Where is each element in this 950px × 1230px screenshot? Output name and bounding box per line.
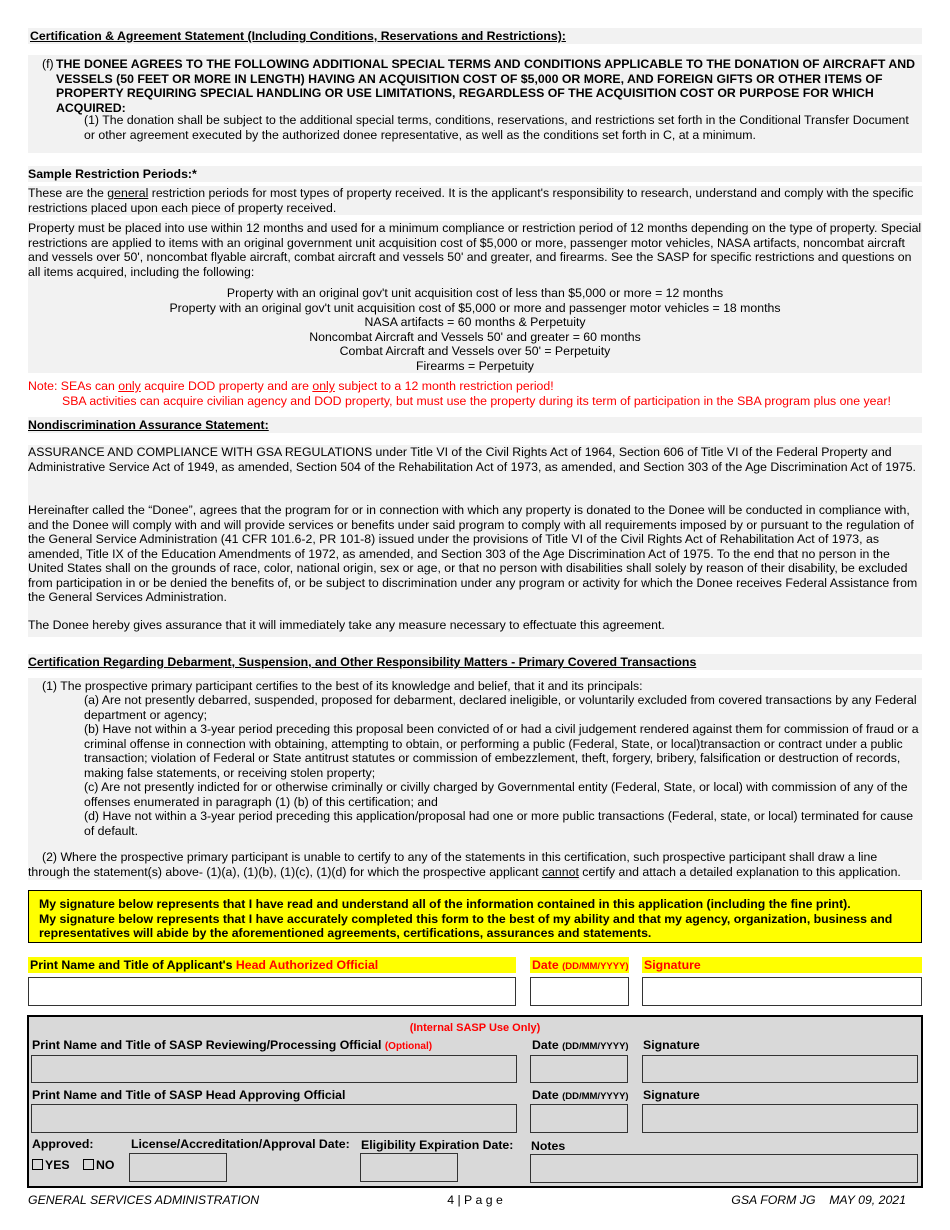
eligibility-label: Eligibility Expiration Date: (361, 1138, 514, 1152)
debar-i2-a: (2) Where the prospective primary participant is unable to certify to any of the statements in this certification, such prospective participant shall draw a line through the statement(s) above- (1)(a), (1)(b), (1)(c), (1)(d) for which the prospective applicant (28, 850, 878, 879)
review-date-text: Date (532, 1038, 559, 1052)
restriction-intro-a: These are the (28, 186, 108, 200)
head-label: Print Name and Title of SASP Head Approving Official (32, 1088, 346, 1102)
restriction-intro-text (28, 186, 922, 215)
restriction-heading-row (28, 166, 922, 182)
restriction-note-sea (28, 379, 922, 394)
notice-line1: My signature below represents that I have read and understand all of the information contained in this application (including the fine print). (39, 897, 851, 911)
nondisc-p1: ASSURANCE AND COMPLIANCE WITH GSA REGULATIONS under Title VI of the Civil Rights Act of 1964, Section 606 of Title VI of the Federal Property and Administrative Service Act of 1949, as amended, Section 504 of the Rehabilitation Act of 1973, as amended, and Section 303 of the Age Discrimination Act of 1975. (28, 445, 916, 474)
signature-notice (28, 890, 922, 943)
cert-f-label: (f) (42, 57, 54, 71)
debar-i2-cannot: cannot (541, 864, 579, 879)
restriction-periods-list (28, 286, 922, 373)
approved-yes[interactable] (32, 1158, 70, 1172)
debar-a: (a) Are not presently debarred, suspended, proposed for debarment, declared ineligible, or voluntarily excluded from covered transactions by any Federal department or agency; (84, 693, 917, 722)
review-date-format: (DD/MM/YYYY) (562, 1041, 629, 1052)
applicant-sig-label: Signature (644, 958, 701, 972)
cert-f1-text: (1) The donation shall be subject to the additional special terms, conditions, reservations, and restrictions set forth in the Conditional Transfer Document or other agreement executed by the authorized donee representative, as well as the conditions set forth in C, at a minimum. (84, 113, 909, 142)
cert-heading: Certification & Agreement Statement (Including Conditions, Reservations and Restrictions): (30, 29, 566, 43)
restriction-intro-general: general (107, 186, 149, 200)
restriction-period: Property with an original gov't unit acquisition cost of $5,000 or more and passenger motor vehicles = 18 months (169, 300, 781, 315)
note1-only-1: only (118, 379, 141, 393)
restriction-heading: Sample Restriction Periods:* (28, 167, 197, 181)
restriction-note-sba: SBA activities can acquire civilian agency and DOD property, but must use the property during its term of participation in the SBA program plus one year! (62, 393, 891, 408)
nondisc-p3: The Donee hereby gives assurance that it will immediately take any measure necessary to effectuate this agreement. (28, 618, 665, 632)
restriction-body: Property must be placed into use within 12 months and used for a minimum compliance or restriction period of 12 months depending on the type of property. Special restrictions are applied to items with an original government unit acquisition cost of $5,000 or more, passenger motor vehicles, NASA artifacts, noncombat aircraft and vessels over 50', noncombat flyable aircraft, combat aircraft and vessels 50' and greater, and firearms. See the SASP for specific restrictions and questions on all items acquired, including the following: (28, 221, 922, 279)
review-label (32, 1038, 432, 1055)
applicant-name-field[interactable] (28, 977, 516, 1006)
applicant-name-label-row (28, 957, 516, 973)
review-sig-label: Signature (643, 1038, 700, 1052)
head-signature-field[interactable] (642, 1104, 918, 1133)
review-date-field[interactable] (530, 1055, 628, 1083)
footer-left: GENERAL SERVICES ADMINISTRATION (28, 1193, 260, 1207)
note1-only-2: only (312, 379, 335, 393)
nondisc-p2: Hereinafter called the “Donee”, agrees that the program for or in connection with which any property is donated to the Donee will be conducted in compliance with, and the Donee will comply with and will provide services or benefits under said program to comply with all requirements imposed by or pursuant to the regulation of the General Service Administration (41 CFR 101.6-2, PR 101-8) issued under the provisions of Title VI of the Civil Rights Act of Rehabilitation Act of 1973, as amended, Title IX of the Education Amendments of 1972, as amended, and Section 303 of the Age Discrimination Act of 1975. To the end that no person in the United States shall on the grounds of race, color, national origin, sex or age, or that no person with disabilities shall solely by reason of their disability, be excluded from participation in or be denied the benefits of, or be subject to discrimination under any program or activity for which the Donee receives Federal Assistance from the General Services Administration. (28, 503, 918, 604)
internal-title: (Internal SASP Use Only) (409, 1022, 541, 1034)
restriction-period: NASA artifacts = 60 months & Perpetuity (364, 315, 586, 329)
restriction-period: Property with an original gov't unit acquisition cost of less than $5,000 or more = 12 months (226, 286, 724, 300)
head-date-text: Date (532, 1088, 559, 1102)
note1-c: subject to a 12 month restriction period! (334, 379, 554, 393)
applicant-name-label-red: Head Authorized Official (235, 958, 379, 972)
notes-label: Notes (531, 1139, 566, 1153)
debar-heading-row (28, 654, 922, 670)
footer-page-number: 4 | P a g e (447, 1193, 503, 1207)
license-label: License/Accreditation/Approval Date: (131, 1137, 350, 1151)
debar-d: (d) Have not within a 3-year period preceding this application/proposal had one or more public transactions (Federal, state, or local) terminated for cause of default. (84, 809, 914, 838)
head-sig-label: Signature (643, 1088, 700, 1102)
head-date-format: (DD/MM/YYYY) (562, 1091, 629, 1102)
notice-line2: My signature below represents that I have accurately completed this form to the best of my ability and that my agency, organization, business and representatives will abide by the aforementioned agreements, certifications, assurances and statements. (39, 911, 893, 940)
restriction-period: Noncombat Aircraft and Vessels 50' and greater = 60 months (309, 329, 641, 344)
applicant-date-label (532, 958, 629, 975)
eligibility-date-field[interactable] (360, 1153, 458, 1182)
review-name-field[interactable] (31, 1055, 517, 1083)
nondisc-body (28, 445, 922, 637)
head-date-field[interactable] (530, 1104, 628, 1133)
restriction-period: Firearms = Perpetuity (416, 358, 534, 373)
yes-checkbox[interactable] (32, 1159, 43, 1170)
notes-field[interactable] (530, 1154, 918, 1183)
review-date-label (532, 1038, 629, 1055)
applicant-date-format: (DD/MM/YYYY) (562, 961, 629, 972)
applicant-signature-field[interactable] (642, 977, 922, 1006)
debar-i1: (1) The prospective primary participant certifies to the best of its knowledge and belief, that it and its principals: (42, 679, 643, 693)
footer-right: GSA FORM JG MAY 09, 2021 (731, 1193, 906, 1207)
review-signature-field[interactable] (642, 1055, 918, 1083)
review-optional: (Optional) (384, 1041, 433, 1052)
no-checkbox[interactable] (83, 1159, 94, 1170)
debar-body (28, 678, 922, 880)
applicant-date-label-row (530, 957, 629, 973)
debar-b: (b) Have not within a 3-year period preceding this proposal been convicted of or had a civil judgement rendered against them for commission of fraud or a criminal offense in connection with obtaining, attempting to obtain, or performing a public (Federal, State, or local)transaction or contract under a public transaction; violation of Federal or State antitrust statutes or commission of embezzlement, theft, forgery, bribery, falsification or destruction of records, making false statements, or receiving stolen property; (84, 722, 919, 780)
approved-options (32, 1158, 114, 1173)
restriction-intro (28, 186, 922, 215)
note1-a: Note: SEAs can (28, 379, 119, 393)
applicant-name-label-text: Print Name and Title of Applicant's (30, 958, 236, 972)
applicant-sig-label-row (642, 957, 922, 973)
license-date-field[interactable] (129, 1153, 227, 1182)
approved-label: Approved: (32, 1137, 94, 1151)
head-date-label (532, 1088, 629, 1105)
debar-i2-b: certify and attach a detailed explanation to this application. (578, 864, 901, 879)
applicant-date-field[interactable] (530, 977, 629, 1006)
restriction-note (28, 379, 922, 408)
restriction-body-block (28, 221, 922, 373)
cert-f-text: THE DONEE AGREES TO THE FOLLOWING ADDITIONAL SPECIAL TERMS AND CONDITIONS APPLICABLE TO THE DONATION OF AIRCRAFT AND VESSELS (50 FEET OR MORE IN LENGTH) HAVING AN ACQUISITION COST OF $5,000 OR MORE, AND FOREIGN GIFTS OR OTHER ITEMS OF PROPERTY REQUIRING SPECIAL HANDLING OR USE LIMITATIONS, REGARDLESS OF THE ACQUISITION COST OR PURPOSE FOR WHICH ACQUIRED: (56, 57, 915, 115)
head-name-field[interactable] (31, 1104, 517, 1133)
note1-b: acquire DOD property and are (140, 379, 313, 393)
debar-heading: Certification Regarding Debarment, Suspension, and Other Responsibility Matters - Primary Covered Transactions (28, 655, 697, 669)
debar-i2 (28, 850, 922, 879)
applicant-name-label (30, 958, 378, 973)
no-label: NO (96, 1158, 115, 1172)
restriction-period: Combat Aircraft and Vessels over 50' = Perpetuity (339, 344, 611, 358)
restriction-intro-b: restriction periods for most types of property received. It is the applicant's responsibility to research, understand and comply with the specific restrictions placed upon each piece of property received. (28, 186, 914, 215)
applicant-date-text: Date (532, 958, 559, 972)
debar-c: (c) Are not presently indicted for or otherwise criminally or civilly charged by Governmental entity (Federal, State, or local) with commission of any of the offenses enumerated in paragraph (1) (b) of this certification; and (84, 780, 908, 809)
yes-label: YES (45, 1158, 70, 1172)
review-label-text: Print Name and Title of SASP Reviewing/Processing Official (32, 1038, 385, 1052)
approved-no[interactable] (83, 1158, 114, 1172)
cert-f-block (28, 55, 922, 153)
nondisc-heading: Nondiscrimination Assurance Statement: (28, 418, 269, 432)
nondisc-heading-row (28, 417, 922, 433)
cert-heading-row (28, 28, 922, 44)
